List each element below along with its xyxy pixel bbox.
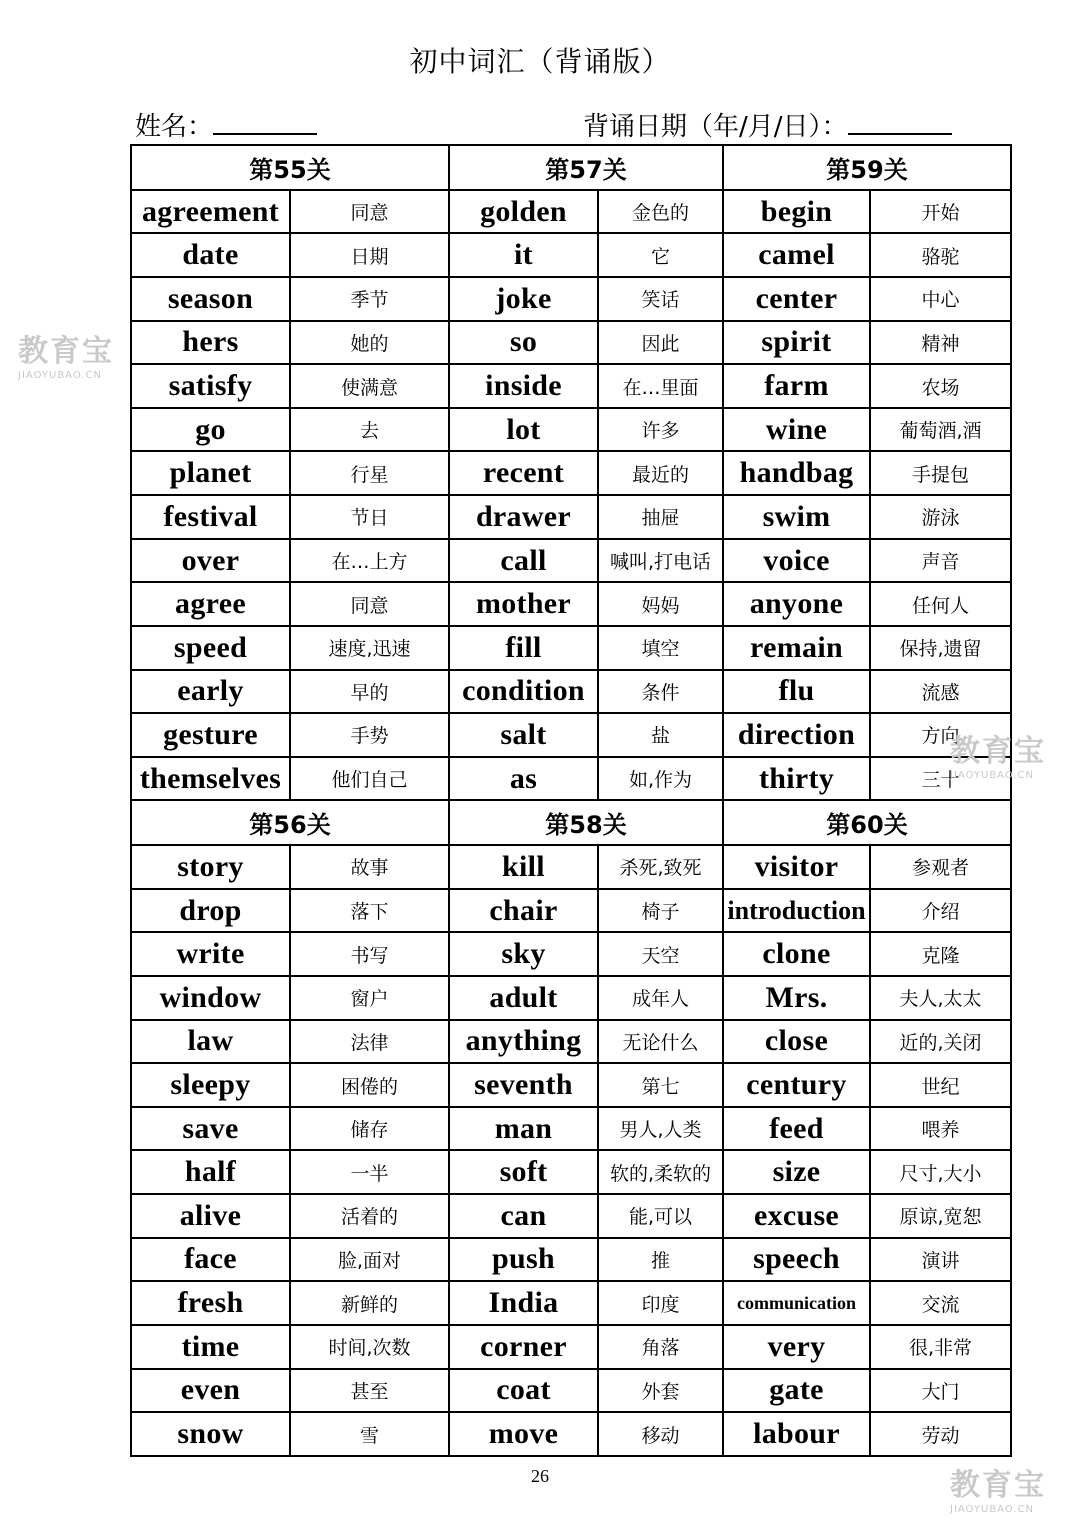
vocab-row: [131, 1325, 1011, 1369]
chinese-meaning: 季节: [290, 277, 449, 321]
chinese-meaning: 行星: [290, 451, 449, 495]
chinese-meaning: 劳动: [870, 1412, 1011, 1456]
vocab-row: [131, 670, 1011, 714]
chinese-meaning: 交流: [870, 1281, 1011, 1325]
chinese-meaning: 骆驼: [870, 233, 1011, 277]
english-word: clone: [723, 932, 870, 976]
vocab-row: [131, 190, 1011, 234]
english-word: direction: [723, 713, 870, 757]
vocab-row: [131, 451, 1011, 495]
chinese-meaning: 新鲜的: [290, 1281, 449, 1325]
english-word: date: [131, 233, 290, 277]
vocab-row: [131, 1194, 1011, 1238]
english-word: story: [131, 845, 290, 889]
english-word: introduction: [723, 889, 870, 933]
english-word: golden: [449, 190, 598, 234]
english-word: century: [723, 1063, 870, 1107]
english-word: kill: [449, 845, 598, 889]
chinese-meaning: 妈妈: [598, 582, 723, 626]
level-header: 第59关: [723, 145, 1011, 190]
vocab-row: [131, 408, 1011, 452]
watermark-right-middle: [950, 726, 1046, 781]
english-word: agreement: [131, 190, 290, 234]
english-word: sky: [449, 932, 598, 976]
english-word: begin: [723, 190, 870, 234]
english-word: fill: [449, 626, 598, 670]
english-word: anything: [449, 1020, 598, 1064]
vocab-row: [131, 1369, 1011, 1413]
english-word: communication: [723, 1281, 870, 1325]
vocab-row: [131, 321, 1011, 365]
english-word: can: [449, 1194, 598, 1238]
chinese-meaning: 甚至: [290, 1369, 449, 1413]
chinese-meaning: 无论什么: [598, 1020, 723, 1064]
english-word: call: [449, 539, 598, 583]
english-word: very: [723, 1325, 870, 1369]
page-title: 初中词汇（背诵版）: [409, 45, 671, 78]
chinese-meaning: 游泳: [870, 495, 1011, 539]
date-label: 背诵日期（年/月/日）：: [583, 112, 848, 142]
date-blank-line: [848, 111, 952, 135]
english-word: push: [449, 1238, 598, 1282]
chinese-meaning: 抽屉: [598, 495, 723, 539]
english-word: adult: [449, 976, 598, 1020]
english-word: recent: [449, 451, 598, 495]
english-word: move: [449, 1412, 598, 1456]
english-word: face: [131, 1238, 290, 1282]
english-word: flu: [723, 670, 870, 714]
chinese-meaning: 盐: [598, 713, 723, 757]
english-word: inside: [449, 364, 598, 408]
chinese-meaning: 农场: [870, 364, 1011, 408]
watermark-left: [18, 326, 114, 381]
chinese-meaning: 最近的: [598, 451, 723, 495]
vocab-row: [131, 713, 1011, 757]
english-word: anyone: [723, 582, 870, 626]
chinese-meaning: 同意: [290, 582, 449, 626]
watermark-brand: 教育宝: [950, 734, 1046, 769]
english-word: themselves: [131, 757, 290, 801]
english-word: as: [449, 757, 598, 801]
english-word: time: [131, 1325, 290, 1369]
english-word: it: [449, 233, 598, 277]
english-word: drop: [131, 889, 290, 933]
chinese-meaning: 葡萄酒,酒: [870, 408, 1011, 452]
level-header: 第60关: [723, 800, 1011, 845]
chinese-meaning: 成年人: [598, 976, 723, 1020]
english-word: hers: [131, 321, 290, 365]
chinese-meaning: 中心: [870, 277, 1011, 321]
english-word: speech: [723, 1238, 870, 1282]
english-word: fresh: [131, 1281, 290, 1325]
vocab-row: [131, 626, 1011, 670]
chinese-meaning: 杀死,致死: [598, 845, 723, 889]
vocab-row: [131, 1412, 1011, 1456]
chinese-meaning: 移动: [598, 1412, 723, 1456]
english-word: snow: [131, 1412, 290, 1456]
vocab-row: [131, 364, 1011, 408]
english-word: feed: [723, 1107, 870, 1151]
vocab-row: [131, 582, 1011, 626]
chinese-meaning: 一半: [290, 1150, 449, 1194]
chinese-meaning: 印度: [598, 1281, 723, 1325]
vocab-row: [131, 539, 1011, 583]
vocab-row: [131, 277, 1011, 321]
english-word: half: [131, 1150, 290, 1194]
vocab-row: [131, 1107, 1011, 1151]
vocab-row: [131, 1238, 1011, 1282]
vocab-row: [131, 1020, 1011, 1064]
level-header: 第55关: [131, 145, 449, 190]
chinese-meaning: 椅子: [598, 889, 723, 933]
chinese-meaning: 原谅,宽恕: [870, 1194, 1011, 1238]
watermark-domain: JIAOYUBAO.CN: [950, 770, 1034, 781]
english-word: write: [131, 932, 290, 976]
chinese-meaning: 外套: [598, 1369, 723, 1413]
english-word: salt: [449, 713, 598, 757]
chinese-meaning: 节日: [290, 495, 449, 539]
english-word: size: [723, 1150, 870, 1194]
chinese-meaning: 手势: [290, 713, 449, 757]
chinese-meaning: 它: [598, 233, 723, 277]
chinese-meaning: 书写: [290, 932, 449, 976]
vocab-row: [131, 976, 1011, 1020]
english-word: over: [131, 539, 290, 583]
english-word: gesture: [131, 713, 290, 757]
chinese-meaning: 尺寸,大小: [870, 1150, 1011, 1194]
english-word: go: [131, 408, 290, 452]
chinese-meaning: 日期: [290, 233, 449, 277]
english-word: even: [131, 1369, 290, 1413]
english-word: remain: [723, 626, 870, 670]
chinese-meaning: 近的,关闭: [870, 1020, 1011, 1064]
english-word: visitor: [723, 845, 870, 889]
vocabulary-table: [130, 144, 1012, 1457]
english-word: center: [723, 277, 870, 321]
chinese-meaning: 使满意: [290, 364, 449, 408]
chinese-meaning: 精神: [870, 321, 1011, 365]
chinese-meaning: 克隆: [870, 932, 1011, 976]
english-word: speed: [131, 626, 290, 670]
chinese-meaning: 流感: [870, 670, 1011, 714]
english-word: excuse: [723, 1194, 870, 1238]
chinese-meaning: 方向: [870, 713, 1011, 757]
english-word: festival: [131, 495, 290, 539]
chinese-meaning: 男人,人类: [598, 1107, 723, 1151]
chinese-meaning: 在…里面: [598, 364, 723, 408]
english-word: handbag: [723, 451, 870, 495]
chinese-meaning: 困倦的: [290, 1063, 449, 1107]
english-word: planet: [131, 451, 290, 495]
chinese-meaning: 早的: [290, 670, 449, 714]
chinese-meaning: 在…上方: [290, 539, 449, 583]
english-word: voice: [723, 539, 870, 583]
chinese-meaning: 故事: [290, 845, 449, 889]
chinese-meaning: 速度,迅速: [290, 626, 449, 670]
chinese-meaning: 软的,柔软的: [598, 1150, 723, 1194]
chinese-meaning: 落下: [290, 889, 449, 933]
chinese-meaning: 参观者: [870, 845, 1011, 889]
english-word: season: [131, 277, 290, 321]
chinese-meaning: 三十: [870, 757, 1011, 801]
chinese-meaning: 天空: [598, 932, 723, 976]
vocab-row: [131, 233, 1011, 277]
chinese-meaning: 世纪: [870, 1063, 1011, 1107]
english-word: soft: [449, 1150, 598, 1194]
name-field: [135, 106, 317, 143]
vocab-row: [131, 889, 1011, 933]
english-word: man: [449, 1107, 598, 1151]
english-word: wine: [723, 408, 870, 452]
english-word: close: [723, 1020, 870, 1064]
chinese-meaning: 喂养: [870, 1107, 1011, 1151]
english-word: seventh: [449, 1063, 598, 1107]
chinese-meaning: 脸,面对: [290, 1238, 449, 1282]
english-word: early: [131, 670, 290, 714]
watermark-brand: 教育宝: [18, 334, 114, 369]
chinese-meaning: 时间,次数: [290, 1325, 449, 1369]
name-label: 姓名：: [135, 112, 214, 142]
english-word: joke: [449, 277, 598, 321]
watermark-brand: 教育宝: [950, 1468, 1046, 1503]
name-blank-line: [213, 111, 317, 135]
chinese-meaning: 活着的: [290, 1194, 449, 1238]
vocab-row: [131, 1150, 1011, 1194]
chinese-meaning: 声音: [870, 539, 1011, 583]
chinese-meaning: 大门: [870, 1369, 1011, 1413]
english-word: so: [449, 321, 598, 365]
chinese-meaning: 法律: [290, 1020, 449, 1064]
chinese-meaning: 如,作为: [598, 757, 723, 801]
chinese-meaning: 她的: [290, 321, 449, 365]
english-word: sleepy: [131, 1063, 290, 1107]
english-word: chair: [449, 889, 598, 933]
chinese-meaning: 夫人,太太: [870, 976, 1011, 1020]
chinese-meaning: 许多: [598, 408, 723, 452]
english-word: camel: [723, 233, 870, 277]
watermark-domain: JIAOYUBAO.CN: [950, 1504, 1034, 1515]
watermark-domain: JIAOYUBAO.CN: [18, 370, 102, 381]
vocab-row: [131, 1063, 1011, 1107]
chinese-meaning: 去: [290, 408, 449, 452]
chinese-meaning: 笑话: [598, 277, 723, 321]
vocab-row: [131, 757, 1011, 801]
english-word: labour: [723, 1412, 870, 1456]
chinese-meaning: 角落: [598, 1325, 723, 1369]
chinese-meaning: 喊叫,打电话: [598, 539, 723, 583]
chinese-meaning: 窗户: [290, 976, 449, 1020]
chinese-meaning: 手提包: [870, 451, 1011, 495]
english-word: farm: [723, 364, 870, 408]
chinese-meaning: 他们自己: [290, 757, 449, 801]
section-header-row: [131, 145, 1011, 190]
english-word: India: [449, 1281, 598, 1325]
english-word: coat: [449, 1369, 598, 1413]
chinese-meaning: 演讲: [870, 1238, 1011, 1282]
vocab-row: [131, 845, 1011, 889]
english-word: agree: [131, 582, 290, 626]
chinese-meaning: 同意: [290, 190, 449, 234]
chinese-meaning: 保持,遗留: [870, 626, 1011, 670]
chinese-meaning: 因此: [598, 321, 723, 365]
english-word: save: [131, 1107, 290, 1151]
english-word: Mrs.: [723, 976, 870, 1020]
english-word: condition: [449, 670, 598, 714]
chinese-meaning: 第七: [598, 1063, 723, 1107]
vocab-row: [131, 932, 1011, 976]
vocab-row: [131, 495, 1011, 539]
section-header-row: [131, 800, 1011, 845]
chinese-meaning: 开始: [870, 190, 1011, 234]
page-number: 26: [531, 1466, 549, 1486]
chinese-meaning: 推: [598, 1238, 723, 1282]
chinese-meaning: 条件: [598, 670, 723, 714]
english-word: gate: [723, 1369, 870, 1413]
english-word: alive: [131, 1194, 290, 1238]
english-word: lot: [449, 408, 598, 452]
chinese-meaning: 很,非常: [870, 1325, 1011, 1369]
english-word: spirit: [723, 321, 870, 365]
chinese-meaning: 雪: [290, 1412, 449, 1456]
english-word: mother: [449, 582, 598, 626]
chinese-meaning: 金色的: [598, 190, 723, 234]
chinese-meaning: 介绍: [870, 889, 1011, 933]
level-header: 第56关: [131, 800, 449, 845]
chinese-meaning: 填空: [598, 626, 723, 670]
chinese-meaning: 储存: [290, 1107, 449, 1151]
level-header: 第57关: [449, 145, 723, 190]
english-word: window: [131, 976, 290, 1020]
date-field: [583, 106, 952, 143]
english-word: drawer: [449, 495, 598, 539]
level-header: 第58关: [449, 800, 723, 845]
vocab-row: [131, 1281, 1011, 1325]
chinese-meaning: 任何人: [870, 582, 1011, 626]
english-word: satisfy: [131, 364, 290, 408]
english-word: corner: [449, 1325, 598, 1369]
chinese-meaning: 能,可以: [598, 1194, 723, 1238]
english-word: law: [131, 1020, 290, 1064]
english-word: swim: [723, 495, 870, 539]
english-word: thirty: [723, 757, 870, 801]
